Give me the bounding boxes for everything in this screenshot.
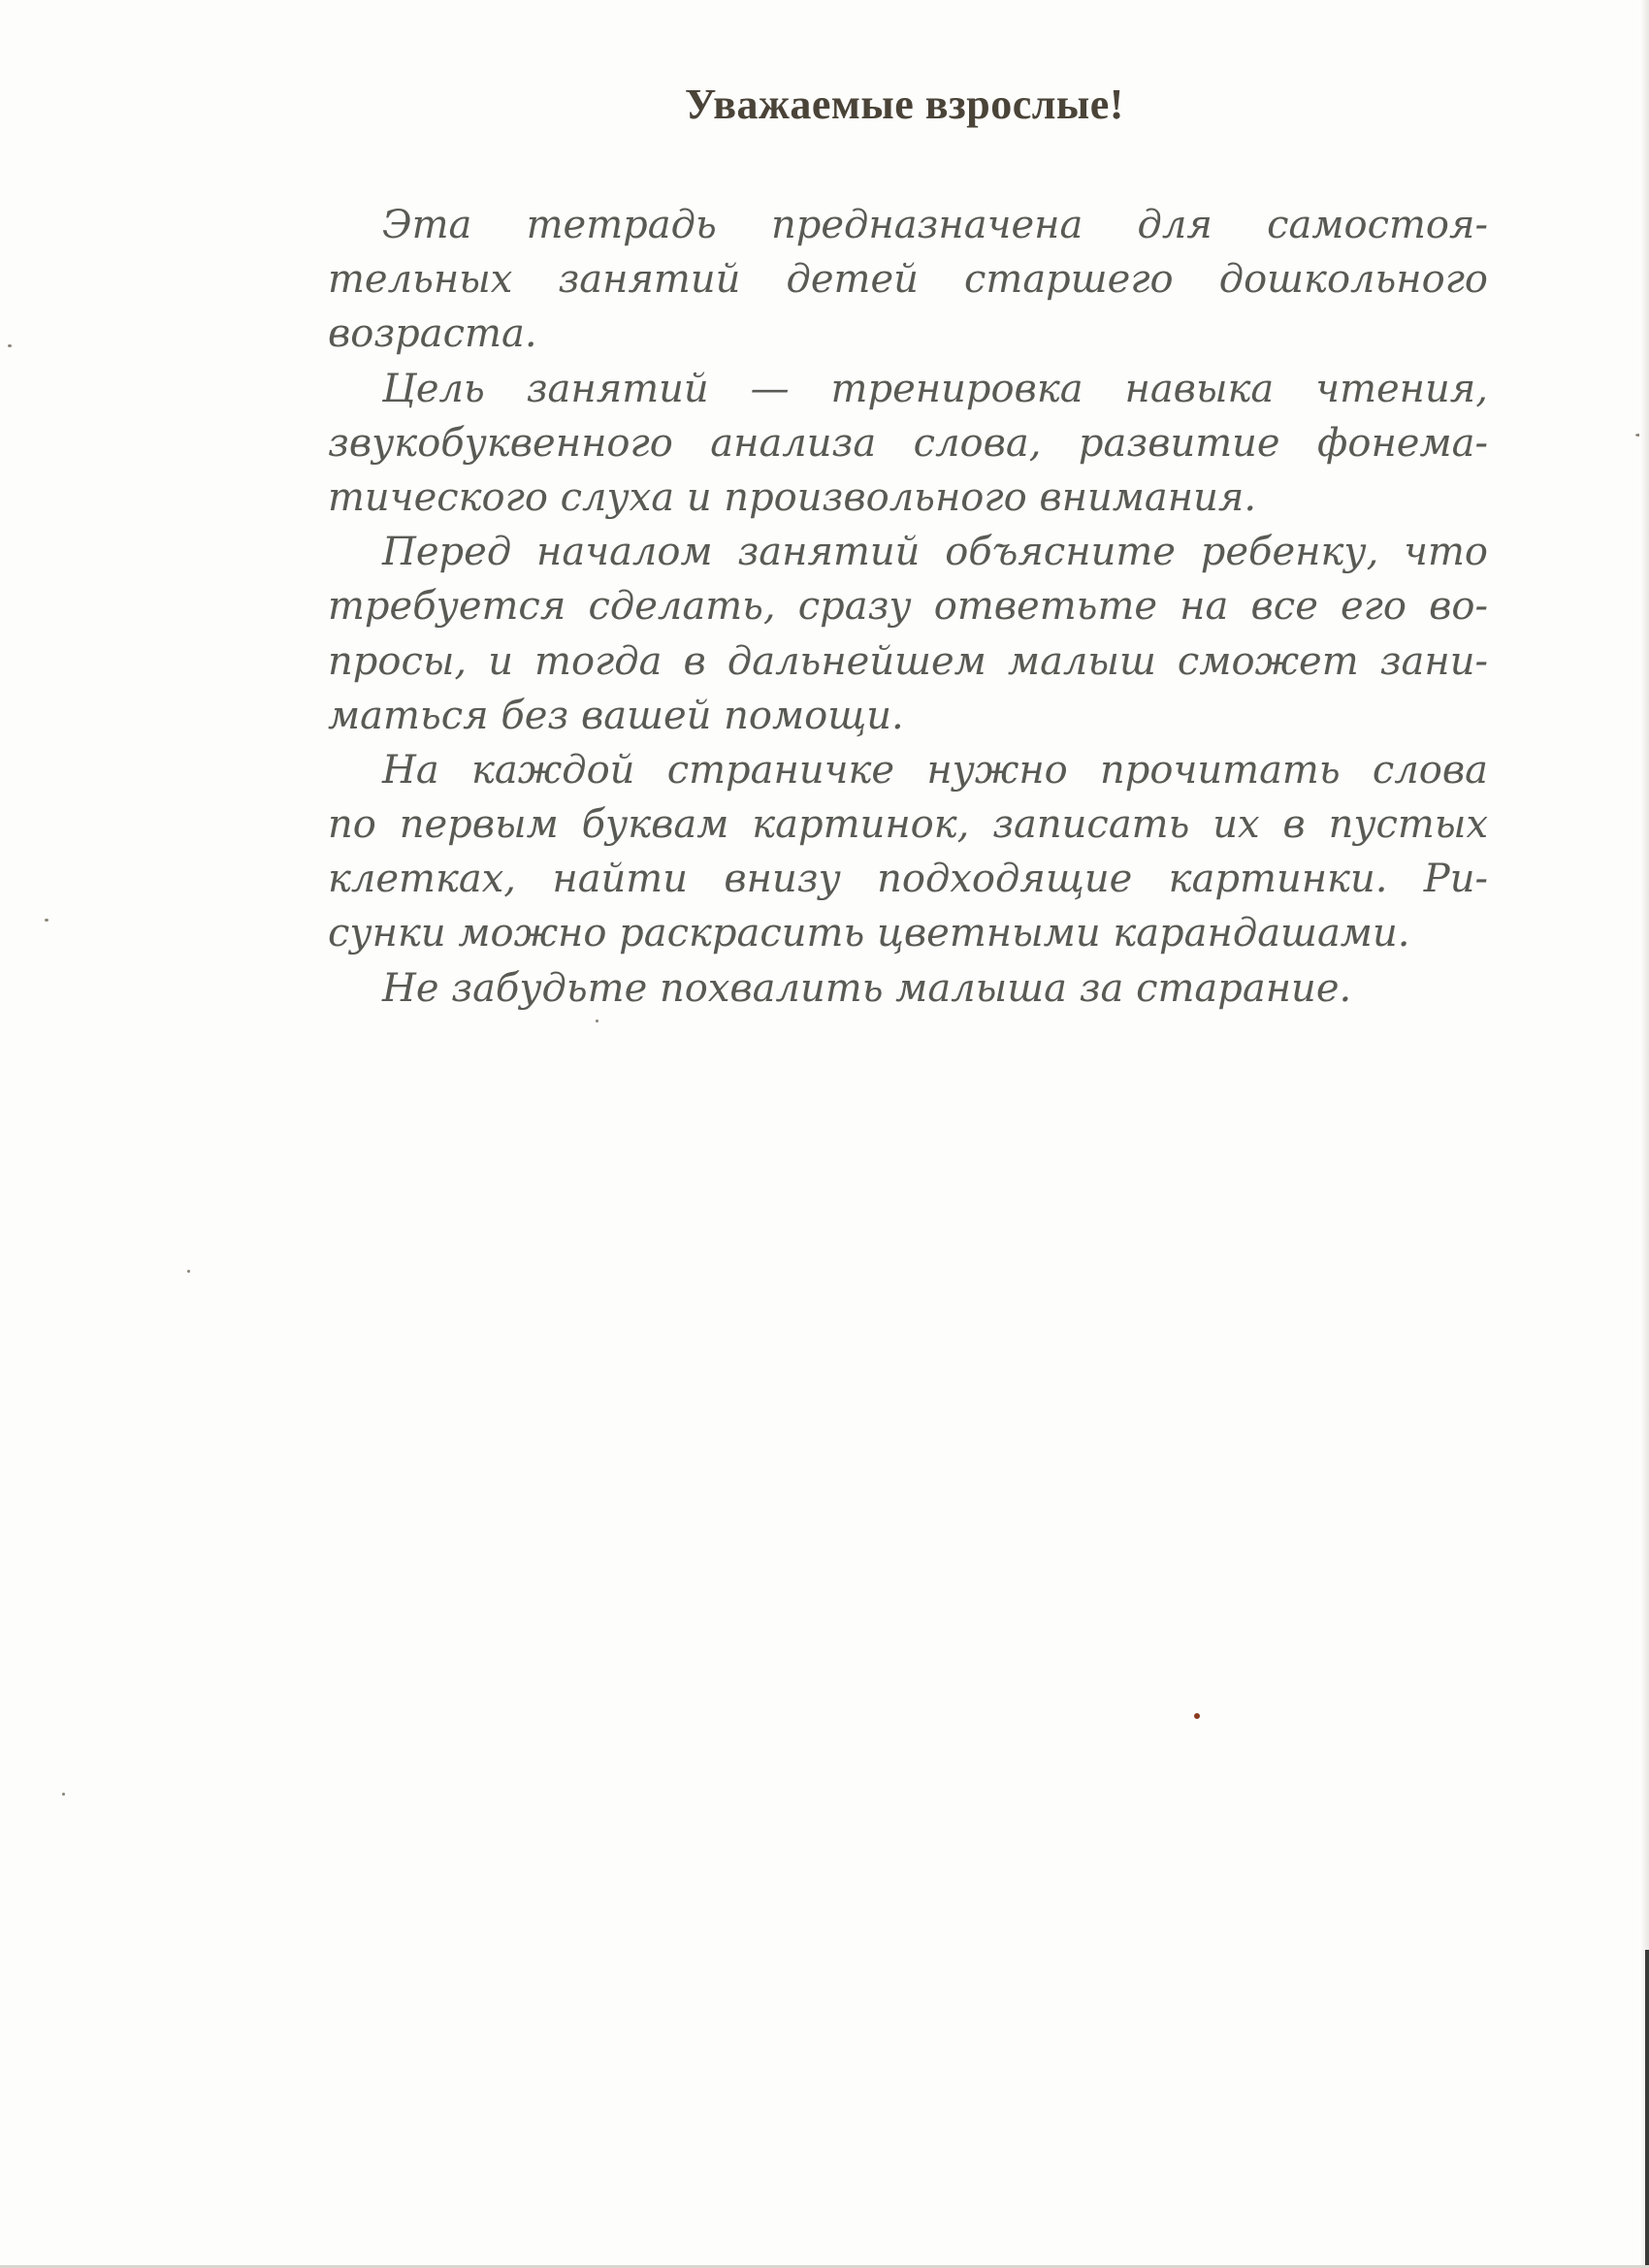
paragraph-4-line-1: На каждой страничке нужно прочитать слова: [382, 747, 1488, 793]
paragraph-5-line-1: Не забудьте похвалить малыша за старание.: [382, 965, 1352, 1011]
scan-speck: [45, 919, 48, 922]
page-edge-shadow: [1639, 0, 1649, 2268]
scan-speck: [8, 344, 12, 347]
paragraph-4-line-4: сунки можно раскрасить цветными карандашами.: [328, 911, 1410, 956]
paragraph-4-line-2: по первым буквам картинок, записать их в пустых: [328, 802, 1488, 848]
scan-speck: [1194, 1713, 1200, 1719]
paragraph-2-line-3: тического слуха и произвольного внимания.: [328, 474, 1257, 520]
paragraph-4-line-3: клетках, найти внизу подходящие картинки. Ри-: [328, 857, 1488, 902]
paragraph-1-line-3: возраста.: [328, 311, 537, 357]
scan-speck: [596, 1020, 598, 1022]
paragraph-2-line-1: Цель занятий — тренировка навыка чтения,: [382, 366, 1488, 411]
page-title: Уважаемые взрослые!: [685, 81, 1124, 128]
page-edge-dark: [1645, 1950, 1649, 2268]
scan-speck: [187, 1270, 190, 1273]
paragraph-3-line-2: требуется сделать, сразу ответьте на все его во-: [328, 584, 1488, 630]
body-text: [328, 198, 1488, 1016]
scan-speck: [62, 1793, 65, 1796]
paragraph-3-line-1: Перед началом занятий объясните ребенку, что: [382, 530, 1488, 575]
paragraph-1-line-2: тельных занятий детей старшего дошкольного: [328, 257, 1488, 303]
paragraph-1-line-1: Эта тетрадь предназначена для самостоя-: [382, 203, 1488, 247]
paragraph-3-line-3: просы, и тогда в дальнейшем малыш сможет зани-: [328, 638, 1488, 684]
paragraph-3-line-4: маться без вашей помощи.: [328, 693, 904, 738]
paragraph-2-line-2: звукобуквенного анализа слова, развитие фонема-: [328, 420, 1488, 466]
